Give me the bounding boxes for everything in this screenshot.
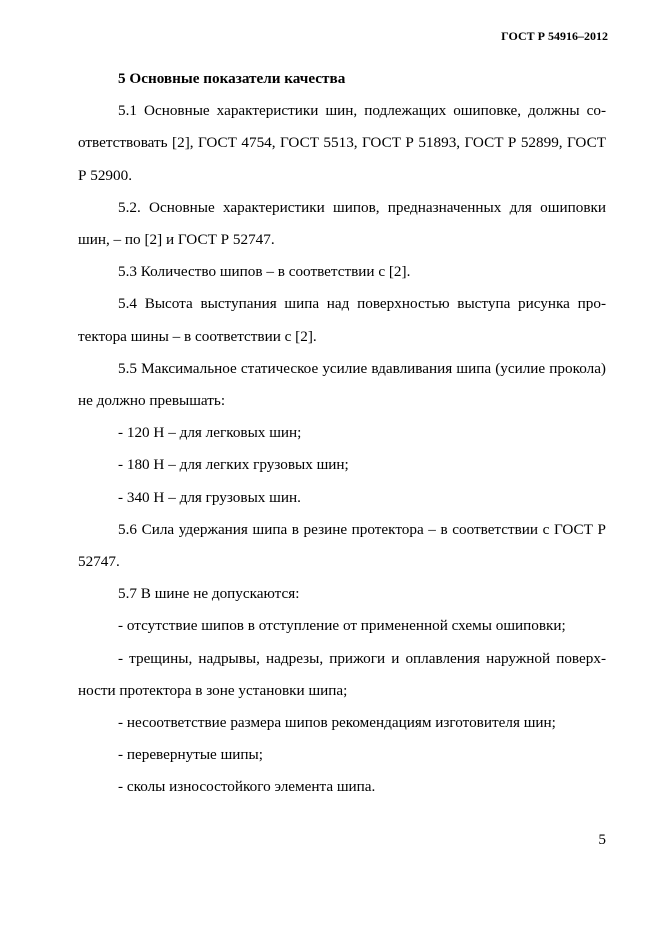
list-item: - отсутствие шипов в отступление от примененной схемы ошиповки; bbox=[118, 617, 566, 635]
paragraph-5-4: 5.4 Высота выступания шипа над поверхностью выступа рисунка протектора шины – в соответствии с [2]. bbox=[78, 295, 606, 345]
list-item: - перевернутые шипы; bbox=[118, 746, 263, 764]
page-number: 5 bbox=[598, 831, 606, 848]
list-item: - несоответствие размера шипов рекомендациям изготовителя шин; bbox=[118, 714, 556, 732]
document-code-header: ГОСТ Р 54916–2012 bbox=[501, 29, 608, 43]
section-title: 5 Основные показатели качества bbox=[118, 70, 346, 87]
paragraph-5-3: 5.3 Количество шипов – в соответствии с [2]. bbox=[118, 263, 411, 281]
paragraph-5-2: 5.2. Основные характеристики шипов, предназначенных для ошиповки шин, – по [2] и ГОСТ Р 52747. bbox=[78, 198, 606, 249]
list-item: - сколы износостойкого элемента шипа. bbox=[118, 778, 376, 796]
section-body bbox=[78, 63, 606, 804]
paragraph-5-7: 5.7 В шине не допускаются: bbox=[118, 585, 300, 603]
paragraph-5-1: 5.1 Основные характеристики шин, подлежащих ошиповке, должны соответствовать [2], ГОСТ 4754, ГОСТ 5513, ГОСТ Р 51893, ГОСТ Р 52899, ГОСТ Р 52900. bbox=[78, 102, 606, 184]
list-item: - 340 Н – для грузовых шин. bbox=[118, 488, 301, 506]
paragraph-5-5: 5.5 Максимальное статическое усилие вдавливания шипа (усилие прокола) не должно превышать: bbox=[78, 359, 606, 410]
list-item: - 120 Н – для легковых шин; bbox=[118, 424, 302, 442]
list-item: - 180 Н – для легких грузовых шин; bbox=[118, 456, 349, 474]
list-item: - трещины, надрывы, надрезы, прижоги и оплавления наружной поверхности протектора в зоне установки шипа; bbox=[78, 649, 606, 699]
paragraph-5-6: 5.6 Сила удержания шипа в резине протектора – в соответствии с ГОСТ Р 52747. bbox=[78, 520, 606, 571]
